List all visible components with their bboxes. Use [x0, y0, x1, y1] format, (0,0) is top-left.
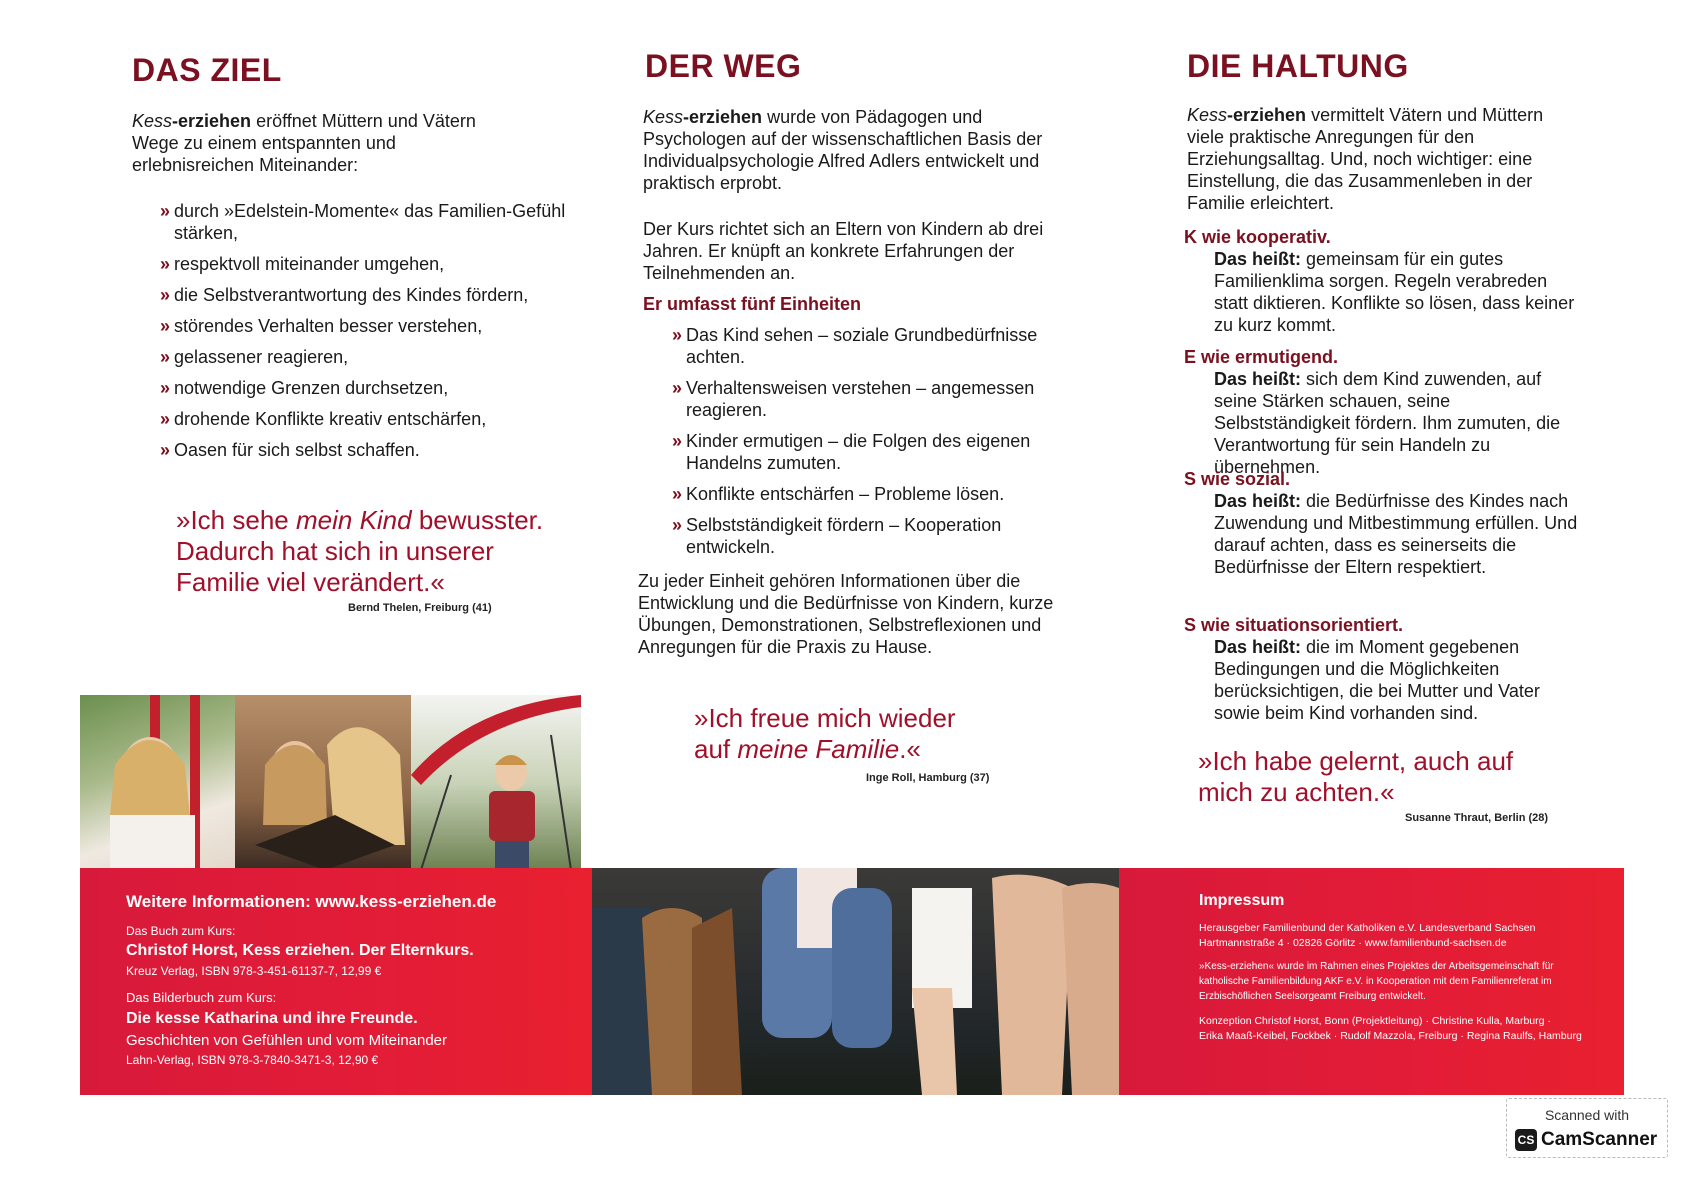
chevron-bullet-icon: » [160, 201, 171, 221]
photo-girl-laughing [80, 695, 235, 870]
band-website: Weitere Informationen: www.kess-erziehen.de [126, 892, 497, 911]
weg-unit-text: Verhaltensweisen verstehen – angemessen reagieren. [686, 378, 1035, 420]
ziel-bullet-text: die Selbstverantwortung des Kindes fördern, [174, 285, 529, 305]
haltung-block-title: E wie ermutigend. [1184, 347, 1339, 367]
impressum-publisher: Herausgeber Familienbund der Katholiken e.V. Landesverband Sachsen [1199, 922, 1536, 934]
ziel-quote: »Ich sehe mein Kind bewusster. Dadurch hat sich in unserer Familie viel verändert.« [176, 505, 544, 597]
weg-unit-text: Das Kind sehen – soziale Grundbedürfnisse achten. [686, 325, 1038, 367]
weg-unit-item [672, 430, 1072, 474]
weg-info: Zu jeder Einheit gehören Informationen über die Entwicklung und die Bedürfnisse von Kindern, kurze Übungen, Demonstrationen, Selbstreflexionen und Anregungen für die Praxis zu Hause. [638, 571, 1054, 657]
haltung-block-text [1184, 490, 1584, 578]
ziel-bullet-item [160, 377, 580, 399]
camscanner-logo-icon: CS [1515, 1129, 1537, 1151]
photo-mother-daughter-art [235, 695, 411, 870]
chevron-bullet-icon: » [160, 347, 171, 367]
photo-family-legs [592, 868, 1119, 1095]
haltung-block-title: K wie kooperativ. [1184, 227, 1331, 247]
band-book-isbn: Kreuz Verlag, ISBN 978-3-451-61137-7, 12,99 € [126, 964, 382, 978]
camscanner-watermark [1506, 1098, 1668, 1158]
watermark-brand: CamScanner [1541, 1129, 1658, 1150]
chevron-bullet-icon: » [672, 484, 683, 504]
heading-das-ziel: DAS ZIEL [132, 52, 282, 88]
band-book-label: Das Buch zum Kurs: [126, 924, 236, 938]
haltung-block [1184, 346, 1584, 478]
weg-unit-item [672, 483, 1072, 505]
ziel-bullet-text: notwendige Grenzen durchsetzen, [174, 378, 449, 398]
chevron-bullet-icon: » [672, 431, 683, 451]
chevron-bullet-icon: » [160, 378, 171, 398]
photo-family-legs-art [592, 868, 1119, 1095]
band-picturebook-title: Die kesse Katharina und ihre Freunde. [126, 1010, 418, 1027]
haltung-block-title: S wie situationsorientiert. [1184, 615, 1404, 635]
impressum-concept-1: Konzeption Christof Horst, Bonn (Projektleitung) · Christine Kulla, Marburg · [1199, 1015, 1551, 1027]
haltung-block-lead: Das heißt: [1214, 491, 1302, 511]
photo-boy-playground-art [411, 695, 581, 870]
heading-die-haltung: DIE HALTUNG [1187, 48, 1409, 84]
band-picturebook-isbn: Lahn-Verlag, ISBN 978-3-7840-3471-3, 12,90 € [126, 1053, 379, 1067]
ziel-bullet-item [160, 315, 580, 337]
haltung-block-lead: Das heißt: [1214, 369, 1302, 389]
ziel-bullet-item [160, 346, 580, 368]
impressum-concept-2: Erika Maaß-Keibel, Fockbek · Rudolf Mazzola, Freiburg · Regina Raulfs, Hamburg [1199, 1030, 1582, 1042]
impressum-project-2: katholische Familienbildung AKF e.V. in Kooperation mit dem Familienreferat im [1199, 976, 1552, 987]
info-band-left [80, 868, 592, 1095]
weg-subhead: Er umfasst fünf Einheiten [643, 294, 862, 314]
weg-unit-text: Konflikte entschärfen – Probleme lösen. [686, 484, 1005, 504]
chevron-bullet-icon: » [160, 316, 171, 336]
weg-intro: Kess-erziehen wurde von Pädagogen und Psychologen auf der wissenschaftlichen Basis der Individualpsychologie Alfred Adlers entwickelt und praktisch erprobt. [643, 107, 1043, 193]
ziel-bullet-item [160, 253, 580, 275]
chevron-bullet-icon: » [160, 254, 171, 274]
weg-unit-text: Selbstständigkeit fördern – Kooperation entwickeln. [686, 515, 1002, 557]
watermark-scanned-with: Scanned with [1544, 1107, 1630, 1123]
haltung-block-body: die Bedürfnisse des Kindes nach Zuwendung und Mitbestimmung erfüllen. Und darauf achten, dass es seinerseits die Bedürfnisse der Eltern respektiert. [1214, 491, 1578, 577]
ziel-bullet-list [160, 200, 580, 470]
ziel-bullet-text: drohende Konflikte kreativ entschärfen, [174, 409, 487, 429]
band-picturebook-label: Das Bilderbuch zum Kurs: [126, 990, 277, 1005]
ziel-bullet-item [160, 284, 580, 306]
ziel-bullet-item [160, 200, 580, 244]
ziel-bullet-item [160, 439, 580, 461]
ziel-bullet-text: durch »Edelstein-Momente« das Familien-Gefühl stärken, [174, 201, 566, 243]
photo-girl-laughing-art [80, 695, 235, 870]
haltung-block-text [1184, 636, 1584, 724]
haltung-block [1184, 614, 1584, 724]
impressum-band [1119, 868, 1624, 1095]
haltung-block-body: gemeinsam für ein gutes Familienklima sorgen. Regeln verabreden statt diktieren. Konflikte so lösen, dass keiner zu kurz kommt. [1214, 249, 1575, 335]
weg-unit-item [672, 324, 1072, 368]
heading-der-weg: DER WEG [645, 48, 802, 84]
band-book-title: Christof Horst, Kess erziehen. Der Elternkurs. [126, 942, 474, 959]
haltung-block-title: S wie sozial. [1184, 469, 1291, 489]
chevron-bullet-icon: » [672, 515, 683, 535]
weg-quote: »Ich freue mich wieder auf meine Familie.« [694, 703, 956, 764]
impressum-project-1: »Kess-erziehen« wurde im Rahmen eines Projektes der Arbeitsgemeinschaft für [1199, 961, 1554, 972]
ziel-quote-author: Bernd Thelen, Freiburg (41) [348, 602, 492, 614]
chevron-bullet-icon: » [160, 285, 171, 305]
haltung-block [1184, 468, 1584, 578]
chevron-bullet-icon: » [160, 440, 171, 460]
chevron-bullet-icon: » [160, 409, 171, 429]
ziel-bullet-text: Oasen für sich selbst schaffen. [174, 440, 420, 460]
ziel-bullet-item [160, 408, 580, 430]
haltung-block-lead: Das heißt: [1214, 249, 1302, 269]
haltung-intro: Kess-erziehen vermittelt Vätern und Müttern viele praktische Anregungen für den Erziehungsalltag. Und, noch wichtiger: eine Einstellung, die das Zusammenleben in der Familie erleichtert. [1187, 105, 1544, 213]
impressum-title: Impressum [1199, 892, 1285, 909]
chevron-bullet-icon: » [672, 325, 683, 345]
impressum-address: Hartmannstraße 4 · 02826 Görlitz · www.familienbund-sachsen.de [1199, 937, 1507, 949]
ziel-bullet-text: respektvoll miteinander umgehen, [174, 254, 445, 274]
ziel-bullet-text: gelassener reagieren, [174, 347, 349, 367]
haltung-block-lead: Das heißt: [1214, 637, 1302, 657]
haltung-block-text [1184, 248, 1584, 336]
haltung-quote: »Ich habe gelernt, auch auf mich zu achten.« [1198, 746, 1514, 807]
weg-target-group: Der Kurs richtet sich an Eltern von Kindern ab drei Jahren. Er knüpft an konkrete Erfahrungen der Teilnehmenden an. [643, 219, 1044, 283]
weg-unit-item [672, 514, 1072, 558]
photo-mother-daughter-book [235, 695, 411, 870]
impressum-project-3: Erzbischöflichen Seelsorgeamt Freiburg entwickelt. [1199, 991, 1426, 1002]
weg-unit-text: Kinder ermutigen – die Folgen des eigenen Handelns zumuten. [686, 431, 1031, 473]
haltung-block-text [1184, 368, 1584, 478]
weg-unit-item [672, 377, 1072, 421]
weg-unit-list [672, 324, 1072, 567]
haltung-block [1184, 226, 1584, 336]
weg-quote-author: Inge Roll, Hamburg (37) [866, 772, 990, 784]
haltung-block-body: die im Moment gegebenen Bedingungen und die Möglichkeiten berücksichtigen, die bei Mutter und Vater sowie beim Kind vorhanden sind. [1214, 637, 1540, 723]
band-picturebook-subtitle: Geschichten von Gefühlen und vom Miteinander [126, 1032, 448, 1049]
chevron-bullet-icon: » [672, 378, 683, 398]
haltung-quote-author: Susanne Thraut, Berlin (28) [1405, 812, 1549, 824]
ziel-intro: Kess-erziehen eröffnet Müttern und Vätern Wege zu einem entspannten und erlebnisreichen Miteinander: [132, 111, 476, 175]
photo-boy-playground [411, 695, 581, 870]
haltung-block-body: sich dem Kind zuwenden, auf seine Stärken schauen, seine Selbstständigkeit fördern. Ihm zumuten, die Verantwortung für sein Handeln zu übernehmen. [1214, 369, 1561, 477]
ziel-bullet-text: störendes Verhalten besser verstehen, [174, 316, 483, 336]
brochure-sheet [80, 0, 1624, 1095]
